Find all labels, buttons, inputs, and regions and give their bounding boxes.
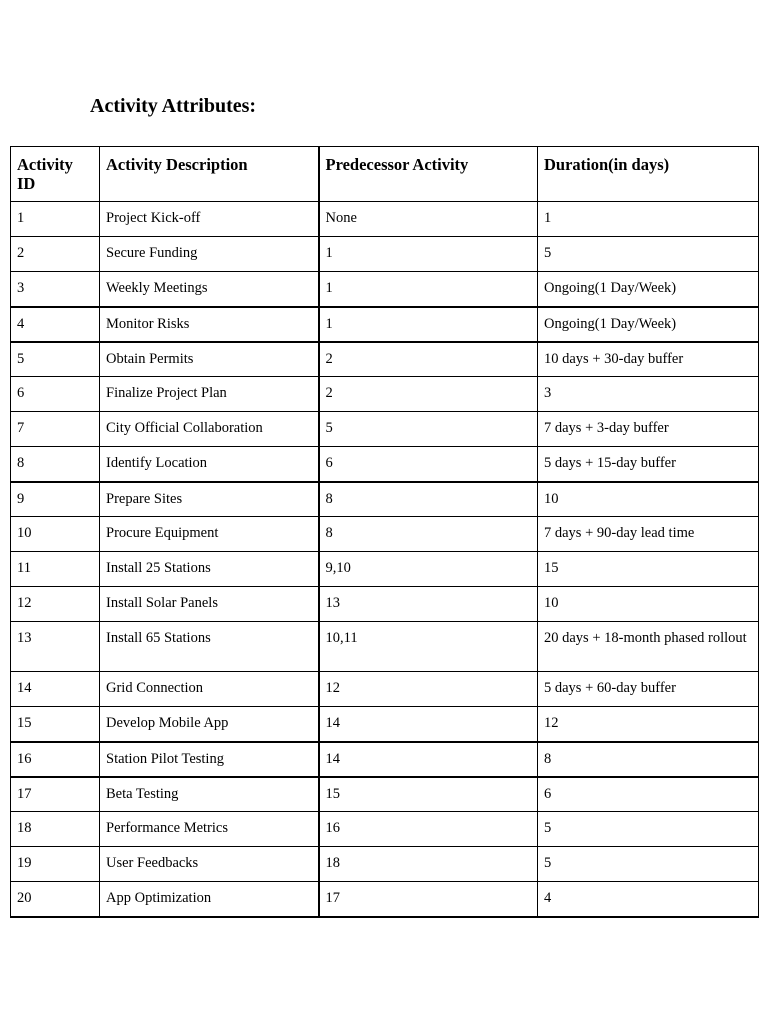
cell-duration: 5 xyxy=(538,812,759,847)
table-row xyxy=(11,777,759,812)
cell-predecessor-activity: 14 xyxy=(319,707,538,742)
cell-predecessor-activity: 2 xyxy=(319,377,538,412)
cell-activity-id: 19 xyxy=(11,847,100,882)
cell-activity-description: Install Solar Panels xyxy=(100,587,319,622)
cell-activity-id: 4 xyxy=(11,307,100,342)
cell-duration: 12 xyxy=(538,707,759,742)
cell-predecessor-activity: 8 xyxy=(319,517,538,552)
cell-predecessor-activity: 2 xyxy=(319,342,538,377)
cell-duration: 6 xyxy=(538,777,759,812)
cell-activity-id: 10 xyxy=(11,517,100,552)
cell-activity-id: 7 xyxy=(11,412,100,447)
cell-activity-description: Procure Equipment xyxy=(100,517,319,552)
cell-duration: 8 xyxy=(538,742,759,777)
cell-activity-id: 13 xyxy=(11,622,100,672)
cell-activity-description: Install 65 Stations xyxy=(100,622,319,672)
table-row xyxy=(11,742,759,777)
cell-predecessor-activity: 1 xyxy=(319,272,538,307)
cell-duration: 3 xyxy=(538,377,759,412)
cell-duration: Ongoing(1 Day/Week) xyxy=(538,272,759,307)
cell-activity-id: 6 xyxy=(11,377,100,412)
cell-activity-description: Prepare Sites xyxy=(100,482,319,517)
table-row xyxy=(11,812,759,847)
table-row xyxy=(11,552,759,587)
column-header-activity-id: Activity ID xyxy=(11,147,100,202)
cell-duration: 15 xyxy=(538,552,759,587)
cell-activity-description: Weekly Meetings xyxy=(100,272,319,307)
cell-activity-description: Secure Funding xyxy=(100,237,319,272)
cell-duration: 10 days + 30-day buffer xyxy=(538,342,759,377)
cell-activity-id: 12 xyxy=(11,587,100,622)
table-row xyxy=(11,517,759,552)
column-header-predecessor-activity: Predecessor Activity xyxy=(319,147,538,202)
cell-activity-description: User Feedbacks xyxy=(100,847,319,882)
column-header-activity-description: Activity Description xyxy=(100,147,319,202)
cell-activity-description: App Optimization xyxy=(100,882,319,917)
table-row xyxy=(11,447,759,482)
cell-activity-description: Develop Mobile App xyxy=(100,707,319,742)
cell-predecessor-activity: 13 xyxy=(319,587,538,622)
cell-predecessor-activity: 1 xyxy=(319,307,538,342)
cell-duration: 5 days + 60-day buffer xyxy=(538,672,759,707)
cell-activity-id: 20 xyxy=(11,882,100,917)
cell-activity-id: 16 xyxy=(11,742,100,777)
table-row xyxy=(11,412,759,447)
table-header-row xyxy=(11,147,759,202)
table-row xyxy=(11,587,759,622)
cell-activity-description: Monitor Risks xyxy=(100,307,319,342)
cell-predecessor-activity: 1 xyxy=(319,237,538,272)
cell-predecessor-activity: 6 xyxy=(319,447,538,482)
cell-activity-description: Install 25 Stations xyxy=(100,552,319,587)
table-row xyxy=(11,307,759,342)
table-body xyxy=(11,202,759,917)
cell-predecessor-activity: 18 xyxy=(319,847,538,882)
table-row xyxy=(11,707,759,742)
cell-activity-description: Performance Metrics xyxy=(100,812,319,847)
cell-activity-id: 5 xyxy=(11,342,100,377)
cell-activity-description: Identify Location xyxy=(100,447,319,482)
cell-duration: 10 xyxy=(538,482,759,517)
cell-predecessor-activity: 10,11 xyxy=(319,622,538,672)
cell-duration: 20 days + 18-month phased rollout xyxy=(538,622,759,672)
cell-predecessor-activity: 15 xyxy=(319,777,538,812)
table-row xyxy=(11,882,759,917)
activity-attributes-table xyxy=(10,146,759,918)
cell-predecessor-activity: 16 xyxy=(319,812,538,847)
cell-activity-id: 17 xyxy=(11,777,100,812)
cell-duration: 10 xyxy=(538,587,759,622)
cell-activity-id: 9 xyxy=(11,482,100,517)
table-row xyxy=(11,377,759,412)
table-row xyxy=(11,672,759,707)
page-title: Activity Attributes: xyxy=(90,95,257,117)
cell-predecessor-activity: 9,10 xyxy=(319,552,538,587)
cell-activity-id: 1 xyxy=(11,202,100,237)
cell-predecessor-activity: None xyxy=(319,202,538,237)
cell-duration: 4 xyxy=(538,882,759,917)
table-row xyxy=(11,342,759,377)
cell-activity-id: 11 xyxy=(11,552,100,587)
cell-duration: 7 days + 3-day buffer xyxy=(538,412,759,447)
cell-duration: 5 xyxy=(538,237,759,272)
column-header-duration: Duration(in days) xyxy=(538,147,759,202)
cell-activity-description: City Official Collaboration xyxy=(100,412,319,447)
table-row xyxy=(11,847,759,882)
cell-activity-description: Grid Connection xyxy=(100,672,319,707)
cell-predecessor-activity: 14 xyxy=(319,742,538,777)
cell-duration: 5 days + 15-day buffer xyxy=(538,447,759,482)
table-row xyxy=(11,202,759,237)
table-row xyxy=(11,622,759,672)
cell-duration: 1 xyxy=(538,202,759,237)
table-row xyxy=(11,272,759,307)
cell-activity-description: Station Pilot Testing xyxy=(100,742,319,777)
cell-activity-id: 8 xyxy=(11,447,100,482)
cell-duration: Ongoing(1 Day/Week) xyxy=(538,307,759,342)
cell-predecessor-activity: 12 xyxy=(319,672,538,707)
cell-activity-description: Project Kick-off xyxy=(100,202,319,237)
cell-duration: 5 xyxy=(538,847,759,882)
cell-predecessor-activity: 17 xyxy=(319,882,538,917)
cell-activity-description: Finalize Project Plan xyxy=(100,377,319,412)
cell-activity-id: 2 xyxy=(11,237,100,272)
cell-duration: 7 days + 90-day lead time xyxy=(538,517,759,552)
cell-activity-id: 15 xyxy=(11,707,100,742)
table-row xyxy=(11,482,759,517)
cell-activity-id: 18 xyxy=(11,812,100,847)
cell-activity-id: 14 xyxy=(11,672,100,707)
cell-activity-description: Beta Testing xyxy=(100,777,319,812)
cell-activity-description: Obtain Permits xyxy=(100,342,319,377)
cell-activity-id: 3 xyxy=(11,272,100,307)
cell-predecessor-activity: 8 xyxy=(319,482,538,517)
cell-predecessor-activity: 5 xyxy=(319,412,538,447)
table-row xyxy=(11,237,759,272)
